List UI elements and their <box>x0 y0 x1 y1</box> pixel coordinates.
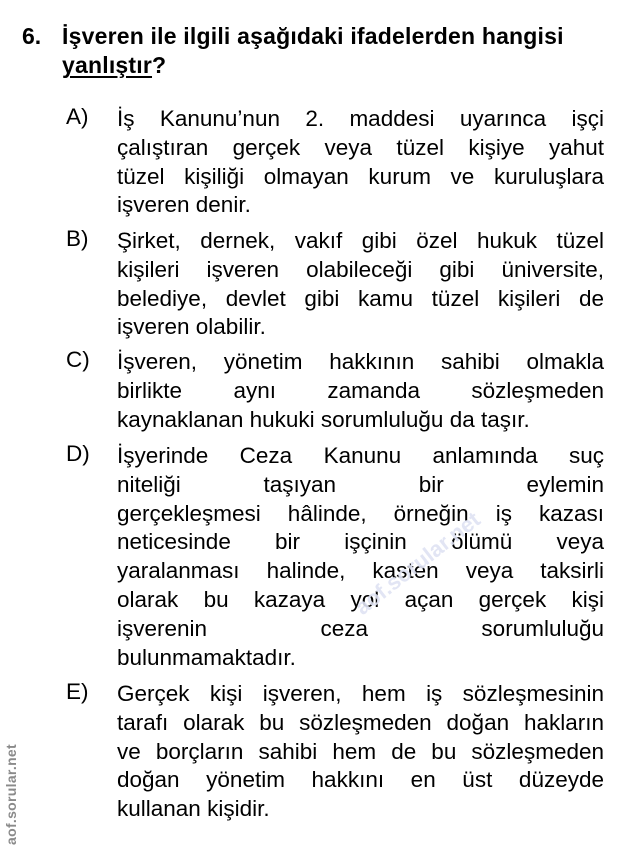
option-line: İşyerinde Ceza Kanunu anlamında suç <box>117 443 604 468</box>
option-line: gerçekleşmesi hâlinde, örneğin iş kazası <box>117 500 604 526</box>
option-line: işveren denir. <box>117 192 251 218</box>
option-d-text <box>117 442 604 672</box>
option-c-text <box>117 348 604 434</box>
option-b-text <box>117 227 604 342</box>
option-e[interactable] <box>66 680 604 824</box>
diagonal-watermark: aof.sorular.net <box>350 506 485 620</box>
option-c-label: C) <box>66 347 90 372</box>
option-line: ve borçların sahibi hem de bu sözleşmeden <box>117 738 604 764</box>
option-line: yaralanması halinde, kasten veya taksirli <box>117 558 604 584</box>
option-line: Şirket, dernek, vakıf gibi özel hukuk tüzel <box>117 228 604 253</box>
option-line: kişileri işveren olabileceği gibi üniversite, <box>117 256 604 282</box>
question-number: 6. <box>22 23 42 49</box>
option-line: kullanan kişidir. <box>117 796 270 822</box>
option-line: belediye, devlet gibi kamu tüzel kişileri de <box>117 285 604 311</box>
option-line: İşveren, yönetim hakkının sahibi olmakla <box>117 349 604 374</box>
option-line: bulunmamaktadır. <box>117 644 296 670</box>
option-line: işverenin ceza sorumluluğu <box>117 615 604 641</box>
option-b-label: B) <box>66 226 89 251</box>
option-c[interactable] <box>66 348 604 434</box>
option-line: birlikte aynı zamanda sözleşmeden <box>117 377 604 403</box>
question-emphasis: yanlıştır <box>62 52 153 78</box>
question-text-main: İşveren ile ilgili aşağıdaki ifadelerden hangisi <box>62 23 564 49</box>
option-line: İş Kanunu’nun 2. maddesi uyarınca işçi <box>117 106 604 131</box>
option-line: olarak bu kazaya yol açan gerçek kişi <box>117 586 604 612</box>
option-line: kaynaklanan hukuki sorumluluğu da taşır. <box>117 406 530 432</box>
option-line: neticesinde bir işçinin ölümü veya <box>117 529 604 555</box>
option-e-text <box>117 680 604 824</box>
question-text <box>62 22 620 80</box>
option-line: niteliği taşıyan bir eylemin <box>117 471 604 497</box>
option-e-label: E) <box>66 679 89 704</box>
option-line: tarafı olarak bu sözleşmeden doğan hakların <box>117 709 604 735</box>
option-a-label: A) <box>66 104 89 129</box>
option-line: işveren olabilir. <box>117 314 266 340</box>
question-stem <box>22 22 620 80</box>
option-line: çalıştıran gerçek veya tüzel kişiye yahut <box>117 134 604 160</box>
side-watermark: aof.sorular.net <box>3 744 19 845</box>
question-mark: ? <box>152 52 167 78</box>
option-b[interactable] <box>66 227 604 342</box>
option-line: Gerçek kişi işveren, hem iş sözleşmesinin <box>117 681 604 706</box>
option-a[interactable] <box>66 105 604 220</box>
option-d-label: D) <box>66 441 90 466</box>
option-a-text <box>117 105 604 220</box>
option-line: doğan yönetim hakkını en üst düzeyde <box>117 767 604 793</box>
option-line: tüzel kişiliği olmayan kurum ve kuruluşlara <box>117 163 604 189</box>
option-d[interactable] <box>66 442 604 672</box>
